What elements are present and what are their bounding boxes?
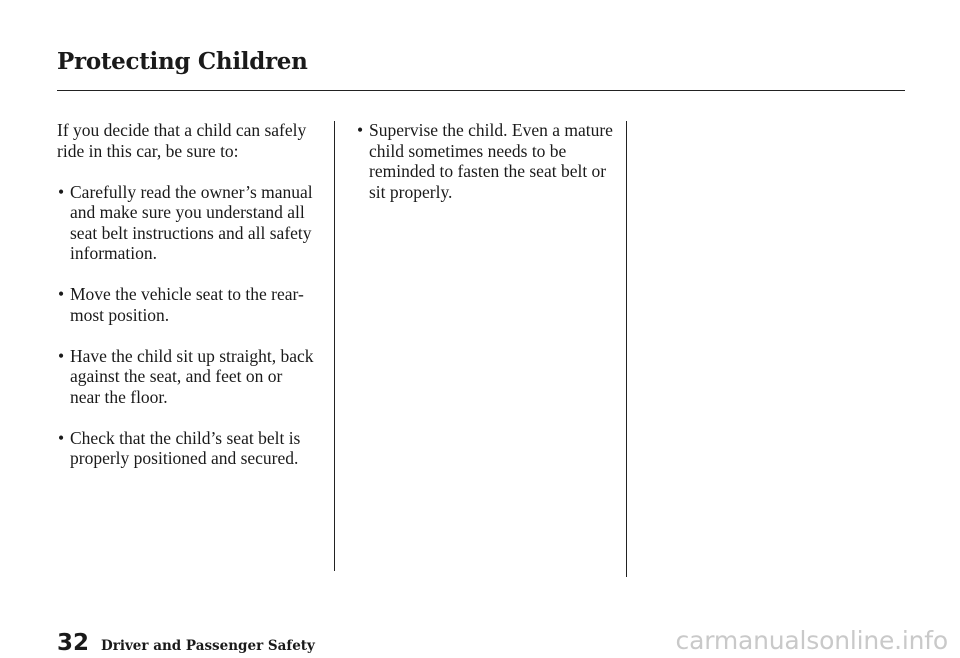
page-title: Protecting Children — [57, 48, 308, 75]
bullet-item-read-manual — [57, 182, 327, 264]
bullet-line: sit properly. — [369, 181, 453, 202]
bullet-line: properly positioned and secured. — [70, 448, 299, 468]
bullet-line: child sometimes needs to be — [369, 140, 567, 161]
intro-paragraph — [57, 120, 327, 161]
bullet-item-check-belt — [57, 428, 327, 469]
bullet-line: seat belt instructions and all safety — [70, 222, 312, 243]
left-bullet-list — [57, 182, 327, 469]
bullet-icon: • — [58, 181, 65, 202]
bullet-item-move-seat — [57, 284, 327, 325]
bullet-line: Supervise the child. Even a mature — [369, 120, 613, 140]
intro-line: ride in this car, be sure to: — [57, 140, 239, 161]
bullet-line: Have the child sit up straight, back — [70, 345, 314, 366]
right-bullet-list — [356, 120, 622, 202]
bullet-icon: • — [58, 427, 65, 448]
bullet-item-supervise — [356, 120, 622, 202]
bullet-line: Check that the child’s seat belt is — [70, 427, 301, 448]
bullet-line: and make sure you understand all — [70, 202, 305, 222]
column-divider-left — [334, 121, 335, 571]
bullet-line: Move the vehicle seat to the rear- — [70, 284, 304, 304]
bullet-line: near the floor. — [70, 386, 168, 407]
column-divider-right — [626, 121, 627, 577]
title-rule — [57, 90, 905, 91]
bullet-icon: • — [58, 284, 65, 304]
section-name: Driver and Passenger Safety — [101, 638, 315, 654]
bullet-line: against the seat, and feet on or — [70, 366, 283, 386]
bullet-line: Carefully read the owner’s manual — [70, 181, 313, 202]
page-number: 32 — [57, 630, 90, 656]
page-footer — [57, 632, 315, 655]
bullet-line: most position. — [70, 304, 170, 325]
watermark-text: carmanualsonline.info — [675, 626, 948, 655]
bullet-icon: • — [357, 120, 364, 140]
bullet-icon: • — [58, 345, 65, 366]
intro-line: If you decide that a child can safely — [57, 120, 307, 140]
left-column — [57, 120, 327, 489]
right-column — [356, 120, 622, 223]
bullet-item-sit-straight — [57, 346, 327, 408]
bullet-line: information. — [70, 243, 157, 263]
bullet-line: reminded to fasten the seat belt or — [369, 161, 607, 181]
